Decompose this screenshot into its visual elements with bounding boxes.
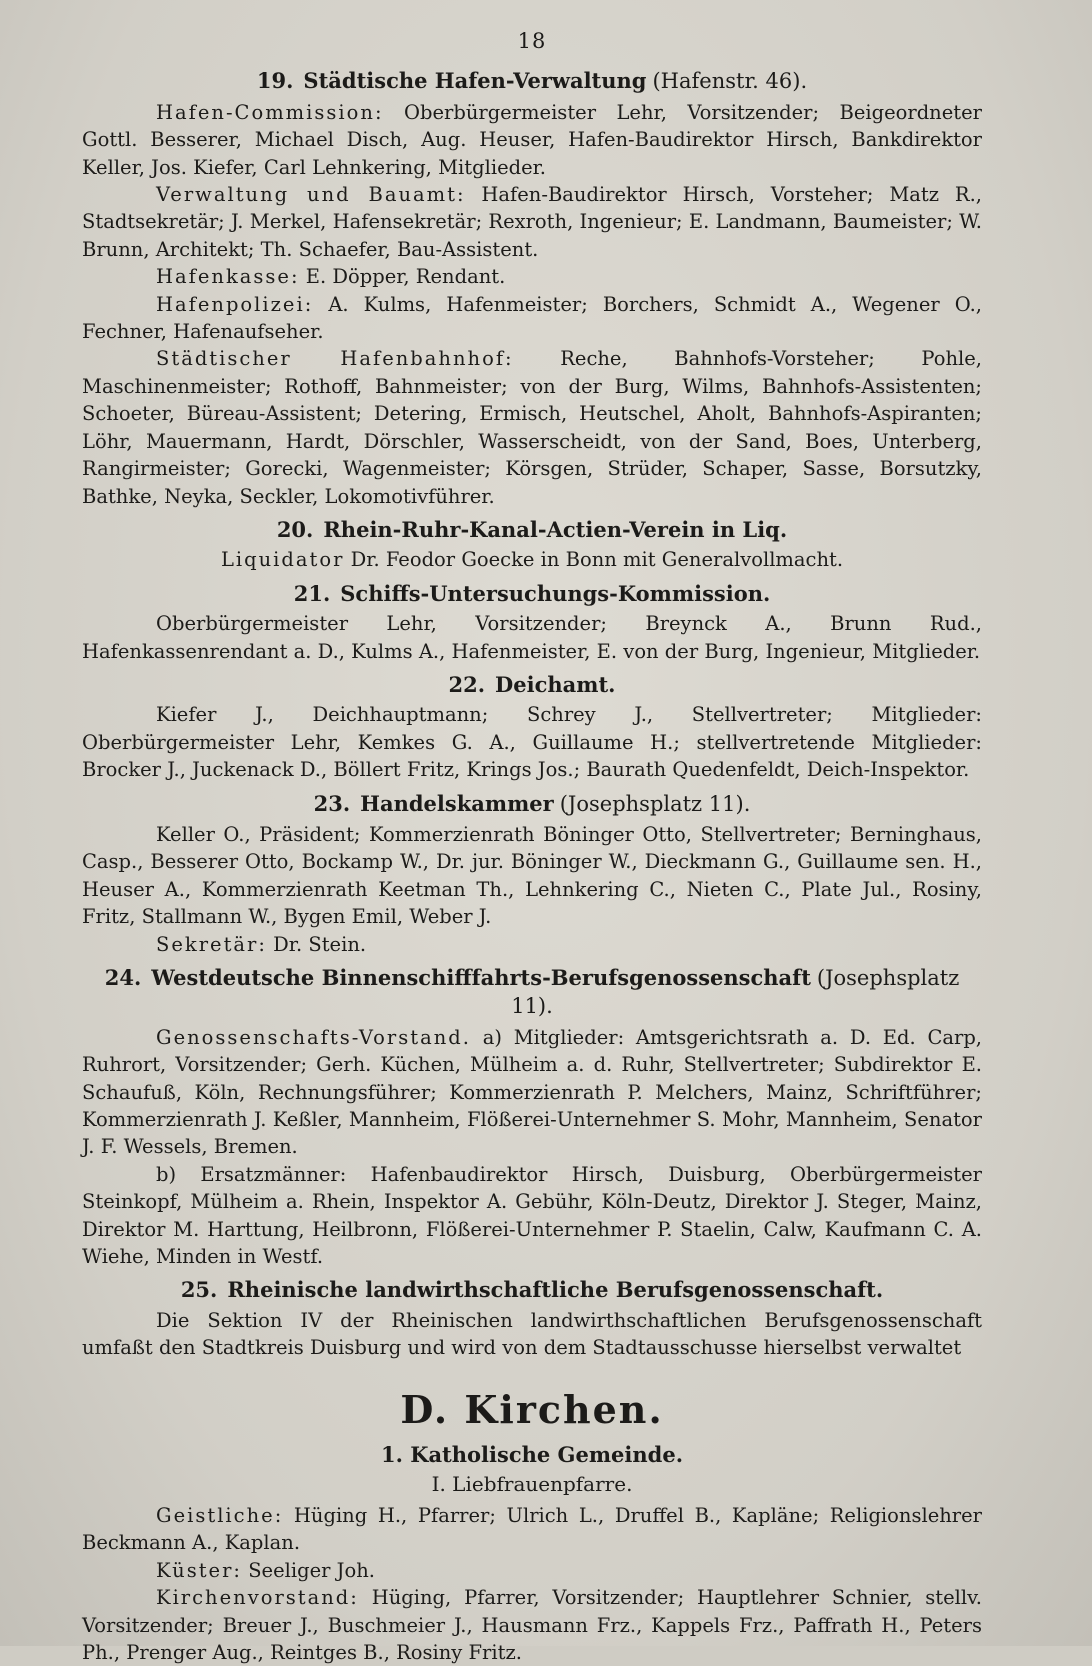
section-address: (Josephsplatz 11). (511, 966, 960, 1019)
paragraph-text: Die Sektion IV der Rheinischen landwirthschaftlichen Berufsgenossenschaft umfaßt den Stadtkreis Duisburg und wird von dem Stadtausschusse hierselbst verwaltet (82, 1308, 982, 1360)
paragraph-text: a) Mitglieder: Amtsgerichtsrath a. D. Ed. Carp, Ruhrort, Vorsitzender; Gerh. Küchen, Mülheim a. d. Ruhr, Stellvertreter; Subdirektor E. Schaufuß, Köln, Rechnungsführer; Kommerzienrath P. Melchers, Mainz, Schriftführer; Kommerzienrath J. Keßler, Mannheim, Flößerei-Unternehmer S. Mohr, Mannheim, Senator J. F. Wessels, Bremen. (82, 1025, 983, 1159)
section-19-heading (82, 67, 982, 95)
paragraph (82, 610, 982, 665)
part-heading: D. Kirchen. (400, 1386, 664, 1432)
paragraph (82, 1502, 982, 1557)
section-20-heading (82, 516, 982, 543)
paragraph (82, 546, 982, 573)
paragraph-text: Hüging, Pfarrer, Vorsitzender; Hauptlehrer Schnier, stellv. Vorsitzender; Breuer J., Buschmeier J., Hausmann Frz., Kappels Frz., Paffrath H., Peters Ph., Prenger Aug., Reintges B., Rosiny Fritz. (82, 1586, 982, 1664)
paragraph (82, 931, 982, 958)
paragraph-text: Hafen-Baudirektor Hirsch, Vorsteher; Matz R., Stadtsekretär; J. Merkel, Hafensekretär; Rexroth, Ingenieur; E. Landmann, Baumeister; W. Brunn, Architekt; Th. Schaefer, Bau-Assistent. (82, 183, 982, 261)
paragraph-text: A. Kulms, Hafenmeister; Borchers, Schmidt A., Wegener O., Fechner, Hafenaufseher. (82, 292, 982, 344)
section-title: Rhein-Ruhr-Kanal-Actien-Verein in Liq. (323, 516, 788, 542)
paragraph (82, 181, 982, 263)
paragraph (82, 701, 982, 783)
section-title: Rheinische landwirthschaftliche Berufsgenossenschaft. (227, 1277, 884, 1303)
section-number: 25. (180, 1277, 218, 1303)
paragraph (82, 1584, 982, 1666)
paragraph-text: Hüging H., Pfarrer; Ulrich L., Druffel B., Kapläne; Religionslehrer Beckmann A., Kaplan. (82, 1503, 982, 1555)
section-title: Städtische Hafen-Verwaltung (303, 68, 647, 94)
paragraph-label: Hafenkasse: (156, 265, 300, 289)
paragraph-label: Küster: (156, 1558, 242, 1582)
paragraph-label: Sekretär: (156, 932, 267, 956)
subsection-heading (82, 1441, 982, 1468)
paragraph-text: E. Döpper, Rendant. (305, 265, 506, 289)
section-title: Schiffs-Untersuchungs-Kommission. (340, 580, 771, 606)
section-address: (Hafenstr. 46). (652, 69, 808, 94)
section-25-heading (82, 1276, 982, 1303)
subsection-number: 1. (380, 1442, 403, 1468)
paragraph-label: Hafen-Commission: (156, 100, 384, 124)
section-title: Westdeutsche Binnenschifffahrts-Berufsgenossenschaft (151, 965, 811, 990)
paragraph-text: b) Ersatzmänner: Hafenbaudirektor Hirsch, Duisburg, Oberbürgermeister Steinkopf, Mülheim a. Rhein, Inspektor A. Gebühr, Köln-Deutz, Direktor J. Steger, Mainz, Direktor M. Harttung, Heilbronn, Flößerei-Unternehmer P. Staelin, Calw, Kaufmann C. A. Wiehe, Minden in Westf. (82, 1162, 982, 1269)
paragraph-label: Städtischer Hafenbahnhof: (156, 347, 514, 371)
section-number: 23. (313, 790, 351, 816)
paragraph-label: Genossenschafts-Vorstand. (156, 1025, 471, 1049)
section-address: (Josephsplatz 11). (559, 791, 751, 816)
paragraph-text: Oberbürgermeister Lehr, Vorsitzender; Beigeordneter Gottl. Besserer, Michael Disch, Aug. Heuser, Hafen-Baudirektor Hirsch, Bankdirektor Keller, Jos. Kiefer, Carl Lehnkering, Mitglieder. (82, 100, 982, 179)
section-number: 20. (276, 516, 314, 542)
subsection-title: Katholische Gemeinde. (410, 1442, 684, 1468)
section-23-heading (82, 790, 982, 818)
page-content (82, 28, 982, 1666)
paragraph-text: Keller O., Präsident; Kommerzienrath Böninger Otto, Stellvertreter; Berninghaus, Casp., Besserer Otto, Bockamp W., Dr. jur. Böninger W., Dieckmann G., Guillaume sen. H., Heuser A., Kommerzienrath Keetman Th., Lehnkering C., Nieten C., Plate Jul., Rosiny, Fritz, Stallmann W., Bygen Emil, Weber J. (82, 822, 982, 929)
page-number: 18 (517, 29, 547, 53)
paragraph (82, 821, 982, 931)
paragraph (82, 345, 982, 509)
paragraph-text: Reche, Bahnhofs-Vorsteher; Pohle, Maschinenmeister; Rothoff, Bahnmeister; von der Burg, Wilms, Bahnhofs-Assistenten; Schoeter, Büreau-Assistent; Detering, Ermisch, Heutschel, Aholt, Bahnhofs-Aspiranten; Löhr, Mauermann, Hardt, Dörschler, Wasserscheidt, von der Sand, Boes, Unterberg, Rangirmeister; Gorecki, Wagenmeister; Körsgen, Strüder, Schaper, Sasse, Borsutzky, Bathke, Neyka, Seckler, Lokomotivführer. (82, 347, 983, 508)
section-title: Handelskammer (360, 790, 554, 816)
paragraph-text: Dr. Feodor Goecke in Bonn mit Generalvollmacht. (350, 548, 844, 572)
paragraph-text: Oberbürgermeister Lehr, Vorsitzender; Breynck A., Brunn Rud., Hafenkassenrendant a. D., Kulms A., Hafenmeister, E. von der Burg, Ingenieur, Mitglieder. (82, 612, 982, 663)
paragraph-label: Liquidator (220, 548, 345, 572)
paragraph-label: Kirchenvorstand: (156, 1586, 359, 1610)
paragraph (82, 1557, 982, 1584)
paragraph (82, 1307, 982, 1362)
section-number: 21. (293, 580, 331, 606)
paragraph (82, 263, 982, 290)
paragraph-text: Kiefer J., Deichhauptmann; Schrey J., Stellvertreter; Mitglieder: Oberbürgermeister Lehr, Kemkes G. A., Guillaume H.; stellvertretende Mitglieder: Brocker J., Juckenack D., Böllert Fritz, Krings Jos.; Baurath Quedenfeldt, Deich-Inspektor. (82, 703, 982, 782)
paragraph-text: Dr. Stein. (273, 932, 367, 956)
paragraph (82, 99, 982, 181)
paragraph-text: Seeliger Joh. (248, 1558, 375, 1582)
paragraph-label: Hafenpolizei: (156, 292, 314, 316)
paragraph-label: Geistliche: (156, 1503, 284, 1527)
section-24-heading (82, 964, 982, 1021)
section-22-heading (82, 671, 982, 698)
section-21-heading (82, 580, 982, 607)
section-number: 22. (448, 671, 486, 697)
paragraph-label: Verwaltung und Bauamt: (156, 183, 466, 207)
paragraph (82, 1024, 982, 1161)
parish-heading: I. Liebfrauenpfarre. (431, 1471, 633, 1496)
paragraph (82, 291, 982, 346)
section-title: Deichamt. (495, 671, 616, 697)
section-number: 19. (256, 68, 294, 94)
paragraph (82, 1161, 982, 1271)
section-number: 24. (104, 965, 142, 990)
